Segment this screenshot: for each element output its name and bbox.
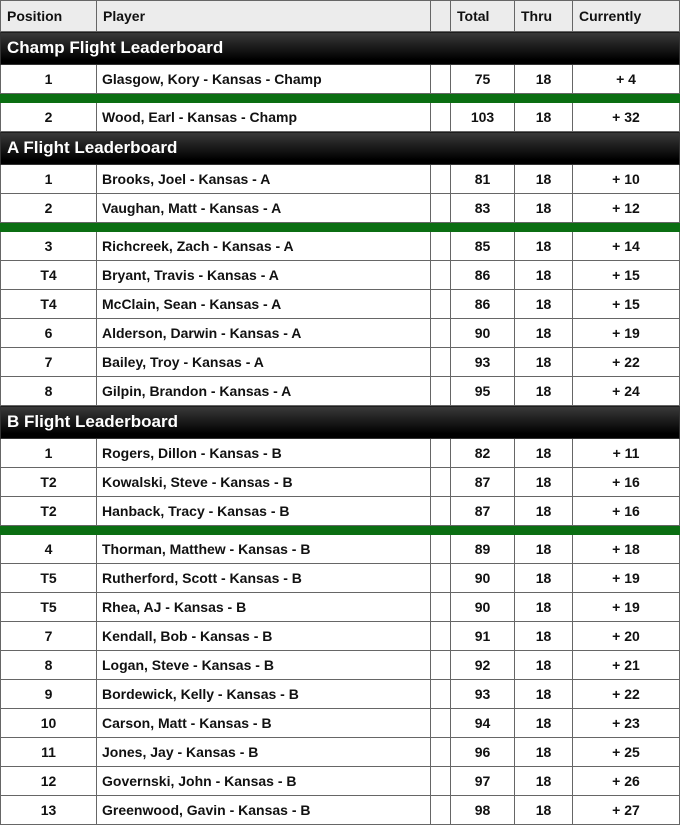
player-name-cell: Alderson, Darwin - Kansas - A (97, 319, 431, 348)
table-row (1, 709, 680, 738)
total-cell: 94 (451, 709, 515, 738)
currently-cell: + 14 (573, 232, 680, 261)
thru-cell: 18 (515, 796, 573, 825)
table-row (1, 622, 680, 651)
currently-cell: + 18 (573, 535, 680, 564)
table-row (1, 738, 680, 767)
spacer-cell (431, 709, 451, 738)
player-name-cell: Thorman, Matthew - Kansas - B (97, 535, 431, 564)
currently-cell: + 24 (573, 377, 680, 406)
thru-cell: 18 (515, 65, 573, 94)
player-name-cell: Richcreek, Zach - Kansas - A (97, 232, 431, 261)
currently-cell: + 10 (573, 165, 680, 194)
spacer-cell (431, 651, 451, 680)
spacer-cell (431, 319, 451, 348)
player-name-cell: Logan, Steve - Kansas - B (97, 651, 431, 680)
table-row (1, 65, 680, 94)
spacer-cell (431, 194, 451, 223)
total-cell: 86 (451, 290, 515, 319)
position-cell: 1 (1, 65, 97, 94)
flight-title: B Flight Leaderboard (1, 406, 680, 439)
position-cell: 6 (1, 319, 97, 348)
table-row (1, 261, 680, 290)
cut-line-row (1, 223, 680, 232)
position-cell: T4 (1, 261, 97, 290)
player-name-cell: Jones, Jay - Kansas - B (97, 738, 431, 767)
player-name-cell: Greenwood, Gavin - Kansas - B (97, 796, 431, 825)
table-row (1, 680, 680, 709)
thru-cell: 18 (515, 564, 573, 593)
table-row (1, 535, 680, 564)
currently-cell: + 11 (573, 439, 680, 468)
position-cell: 12 (1, 767, 97, 796)
table-row (1, 439, 680, 468)
total-cell: 97 (451, 767, 515, 796)
player-name-cell: Bryant, Travis - Kansas - A (97, 261, 431, 290)
spacer-cell (431, 796, 451, 825)
currently-cell: + 15 (573, 290, 680, 319)
player-name-cell: Governski, John - Kansas - B (97, 767, 431, 796)
player-name-cell: Rutherford, Scott - Kansas - B (97, 564, 431, 593)
thru-cell: 18 (515, 377, 573, 406)
flight-header-row (1, 406, 680, 439)
thru-cell: 18 (515, 468, 573, 497)
currently-cell: + 19 (573, 319, 680, 348)
player-name-cell: McClain, Sean - Kansas - A (97, 290, 431, 319)
position-cell: 1 (1, 439, 97, 468)
column-header-spacer (431, 1, 451, 32)
total-cell: 90 (451, 319, 515, 348)
spacer-cell (431, 468, 451, 497)
table-row (1, 564, 680, 593)
total-cell: 98 (451, 796, 515, 825)
position-cell: 11 (1, 738, 97, 767)
cut-line (1, 223, 680, 232)
spacer-cell (431, 593, 451, 622)
player-name-cell: Hanback, Tracy - Kansas - B (97, 497, 431, 526)
flight-title: A Flight Leaderboard (1, 132, 680, 165)
thru-cell: 18 (515, 738, 573, 767)
total-cell: 90 (451, 564, 515, 593)
total-cell: 96 (451, 738, 515, 767)
column-header-thru: Thru (515, 1, 573, 32)
total-cell: 85 (451, 232, 515, 261)
table-row (1, 348, 680, 377)
total-cell: 87 (451, 468, 515, 497)
cut-line (1, 526, 680, 535)
position-cell: 7 (1, 622, 97, 651)
flight-header-row (1, 132, 680, 165)
currently-cell: + 22 (573, 348, 680, 377)
position-cell: T5 (1, 593, 97, 622)
table-row (1, 165, 680, 194)
thru-cell: 18 (515, 680, 573, 709)
thru-cell: 18 (515, 290, 573, 319)
column-header-total: Total (451, 1, 515, 32)
spacer-cell (431, 535, 451, 564)
position-cell: T2 (1, 468, 97, 497)
column-header-currently: Currently (573, 1, 680, 32)
leaderboard-body (1, 1, 680, 825)
total-cell: 81 (451, 165, 515, 194)
column-header-row (1, 1, 680, 32)
total-cell: 82 (451, 439, 515, 468)
currently-cell: + 19 (573, 564, 680, 593)
thru-cell: 18 (515, 261, 573, 290)
thru-cell: 18 (515, 439, 573, 468)
flight-header-row (1, 32, 680, 65)
spacer-cell (431, 680, 451, 709)
spacer-cell (431, 65, 451, 94)
total-cell: 92 (451, 651, 515, 680)
table-row (1, 593, 680, 622)
position-cell: 8 (1, 377, 97, 406)
position-cell: 3 (1, 232, 97, 261)
position-cell: T5 (1, 564, 97, 593)
currently-cell: + 19 (573, 593, 680, 622)
position-cell: 8 (1, 651, 97, 680)
table-row (1, 194, 680, 223)
spacer-cell (431, 738, 451, 767)
spacer-cell (431, 377, 451, 406)
currently-cell: + 22 (573, 680, 680, 709)
player-name-cell: Carson, Matt - Kansas - B (97, 709, 431, 738)
thru-cell: 18 (515, 622, 573, 651)
flight-title: Champ Flight Leaderboard (1, 32, 680, 65)
currently-cell: + 27 (573, 796, 680, 825)
currently-cell: + 21 (573, 651, 680, 680)
thru-cell: 18 (515, 593, 573, 622)
spacer-cell (431, 439, 451, 468)
position-cell: 2 (1, 103, 97, 132)
position-cell: 10 (1, 709, 97, 738)
table-row (1, 290, 680, 319)
player-name-cell: Vaughan, Matt - Kansas - A (97, 194, 431, 223)
currently-cell: + 12 (573, 194, 680, 223)
player-name-cell: Bailey, Troy - Kansas - A (97, 348, 431, 377)
player-name-cell: Kendall, Bob - Kansas - B (97, 622, 431, 651)
position-cell: T4 (1, 290, 97, 319)
player-name-cell: Wood, Earl - Kansas - Champ (97, 103, 431, 132)
player-name-cell: Gilpin, Brandon - Kansas - A (97, 377, 431, 406)
total-cell: 89 (451, 535, 515, 564)
spacer-cell (431, 497, 451, 526)
total-cell: 75 (451, 65, 515, 94)
total-cell: 95 (451, 377, 515, 406)
spacer-cell (431, 622, 451, 651)
thru-cell: 18 (515, 767, 573, 796)
thru-cell: 18 (515, 232, 573, 261)
position-cell: 2 (1, 194, 97, 223)
table-row (1, 319, 680, 348)
column-header-position: Position (1, 1, 97, 32)
table-row (1, 468, 680, 497)
table-row (1, 796, 680, 825)
spacer-cell (431, 103, 451, 132)
table-row (1, 103, 680, 132)
thru-cell: 18 (515, 103, 573, 132)
spacer-cell (431, 767, 451, 796)
total-cell: 91 (451, 622, 515, 651)
currently-cell: + 16 (573, 497, 680, 526)
cut-line (1, 94, 680, 103)
position-cell: 9 (1, 680, 97, 709)
position-cell: 1 (1, 165, 97, 194)
thru-cell: 18 (515, 348, 573, 377)
currently-cell: + 25 (573, 738, 680, 767)
currently-cell: + 26 (573, 767, 680, 796)
table-row (1, 377, 680, 406)
player-name-cell: Kowalski, Steve - Kansas - B (97, 468, 431, 497)
total-cell: 86 (451, 261, 515, 290)
player-name-cell: Rhea, AJ - Kansas - B (97, 593, 431, 622)
thru-cell: 18 (515, 709, 573, 738)
table-row (1, 232, 680, 261)
position-cell: 4 (1, 535, 97, 564)
thru-cell: 18 (515, 651, 573, 680)
currently-cell: + 4 (573, 65, 680, 94)
spacer-cell (431, 564, 451, 593)
position-cell: T2 (1, 497, 97, 526)
spacer-cell (431, 165, 451, 194)
player-name-cell: Bordewick, Kelly - Kansas - B (97, 680, 431, 709)
currently-cell: + 20 (573, 622, 680, 651)
table-row (1, 651, 680, 680)
cut-line-row (1, 94, 680, 103)
currently-cell: + 15 (573, 261, 680, 290)
spacer-cell (431, 348, 451, 377)
position-cell: 13 (1, 796, 97, 825)
currently-cell: + 23 (573, 709, 680, 738)
cut-line-row (1, 526, 680, 535)
spacer-cell (431, 290, 451, 319)
total-cell: 93 (451, 348, 515, 377)
currently-cell: + 16 (573, 468, 680, 497)
thru-cell: 18 (515, 165, 573, 194)
position-cell: 7 (1, 348, 97, 377)
thru-cell: 18 (515, 535, 573, 564)
total-cell: 83 (451, 194, 515, 223)
player-name-cell: Brooks, Joel - Kansas - A (97, 165, 431, 194)
player-name-cell: Glasgow, Kory - Kansas - Champ (97, 65, 431, 94)
spacer-cell (431, 261, 451, 290)
table-row (1, 767, 680, 796)
total-cell: 93 (451, 680, 515, 709)
currently-cell: + 32 (573, 103, 680, 132)
spacer-cell (431, 232, 451, 261)
total-cell: 90 (451, 593, 515, 622)
thru-cell: 18 (515, 319, 573, 348)
player-name-cell: Rogers, Dillon - Kansas - B (97, 439, 431, 468)
thru-cell: 18 (515, 194, 573, 223)
thru-cell: 18 (515, 497, 573, 526)
column-header-player: Player (97, 1, 431, 32)
total-cell: 87 (451, 497, 515, 526)
table-row (1, 497, 680, 526)
total-cell: 103 (451, 103, 515, 132)
